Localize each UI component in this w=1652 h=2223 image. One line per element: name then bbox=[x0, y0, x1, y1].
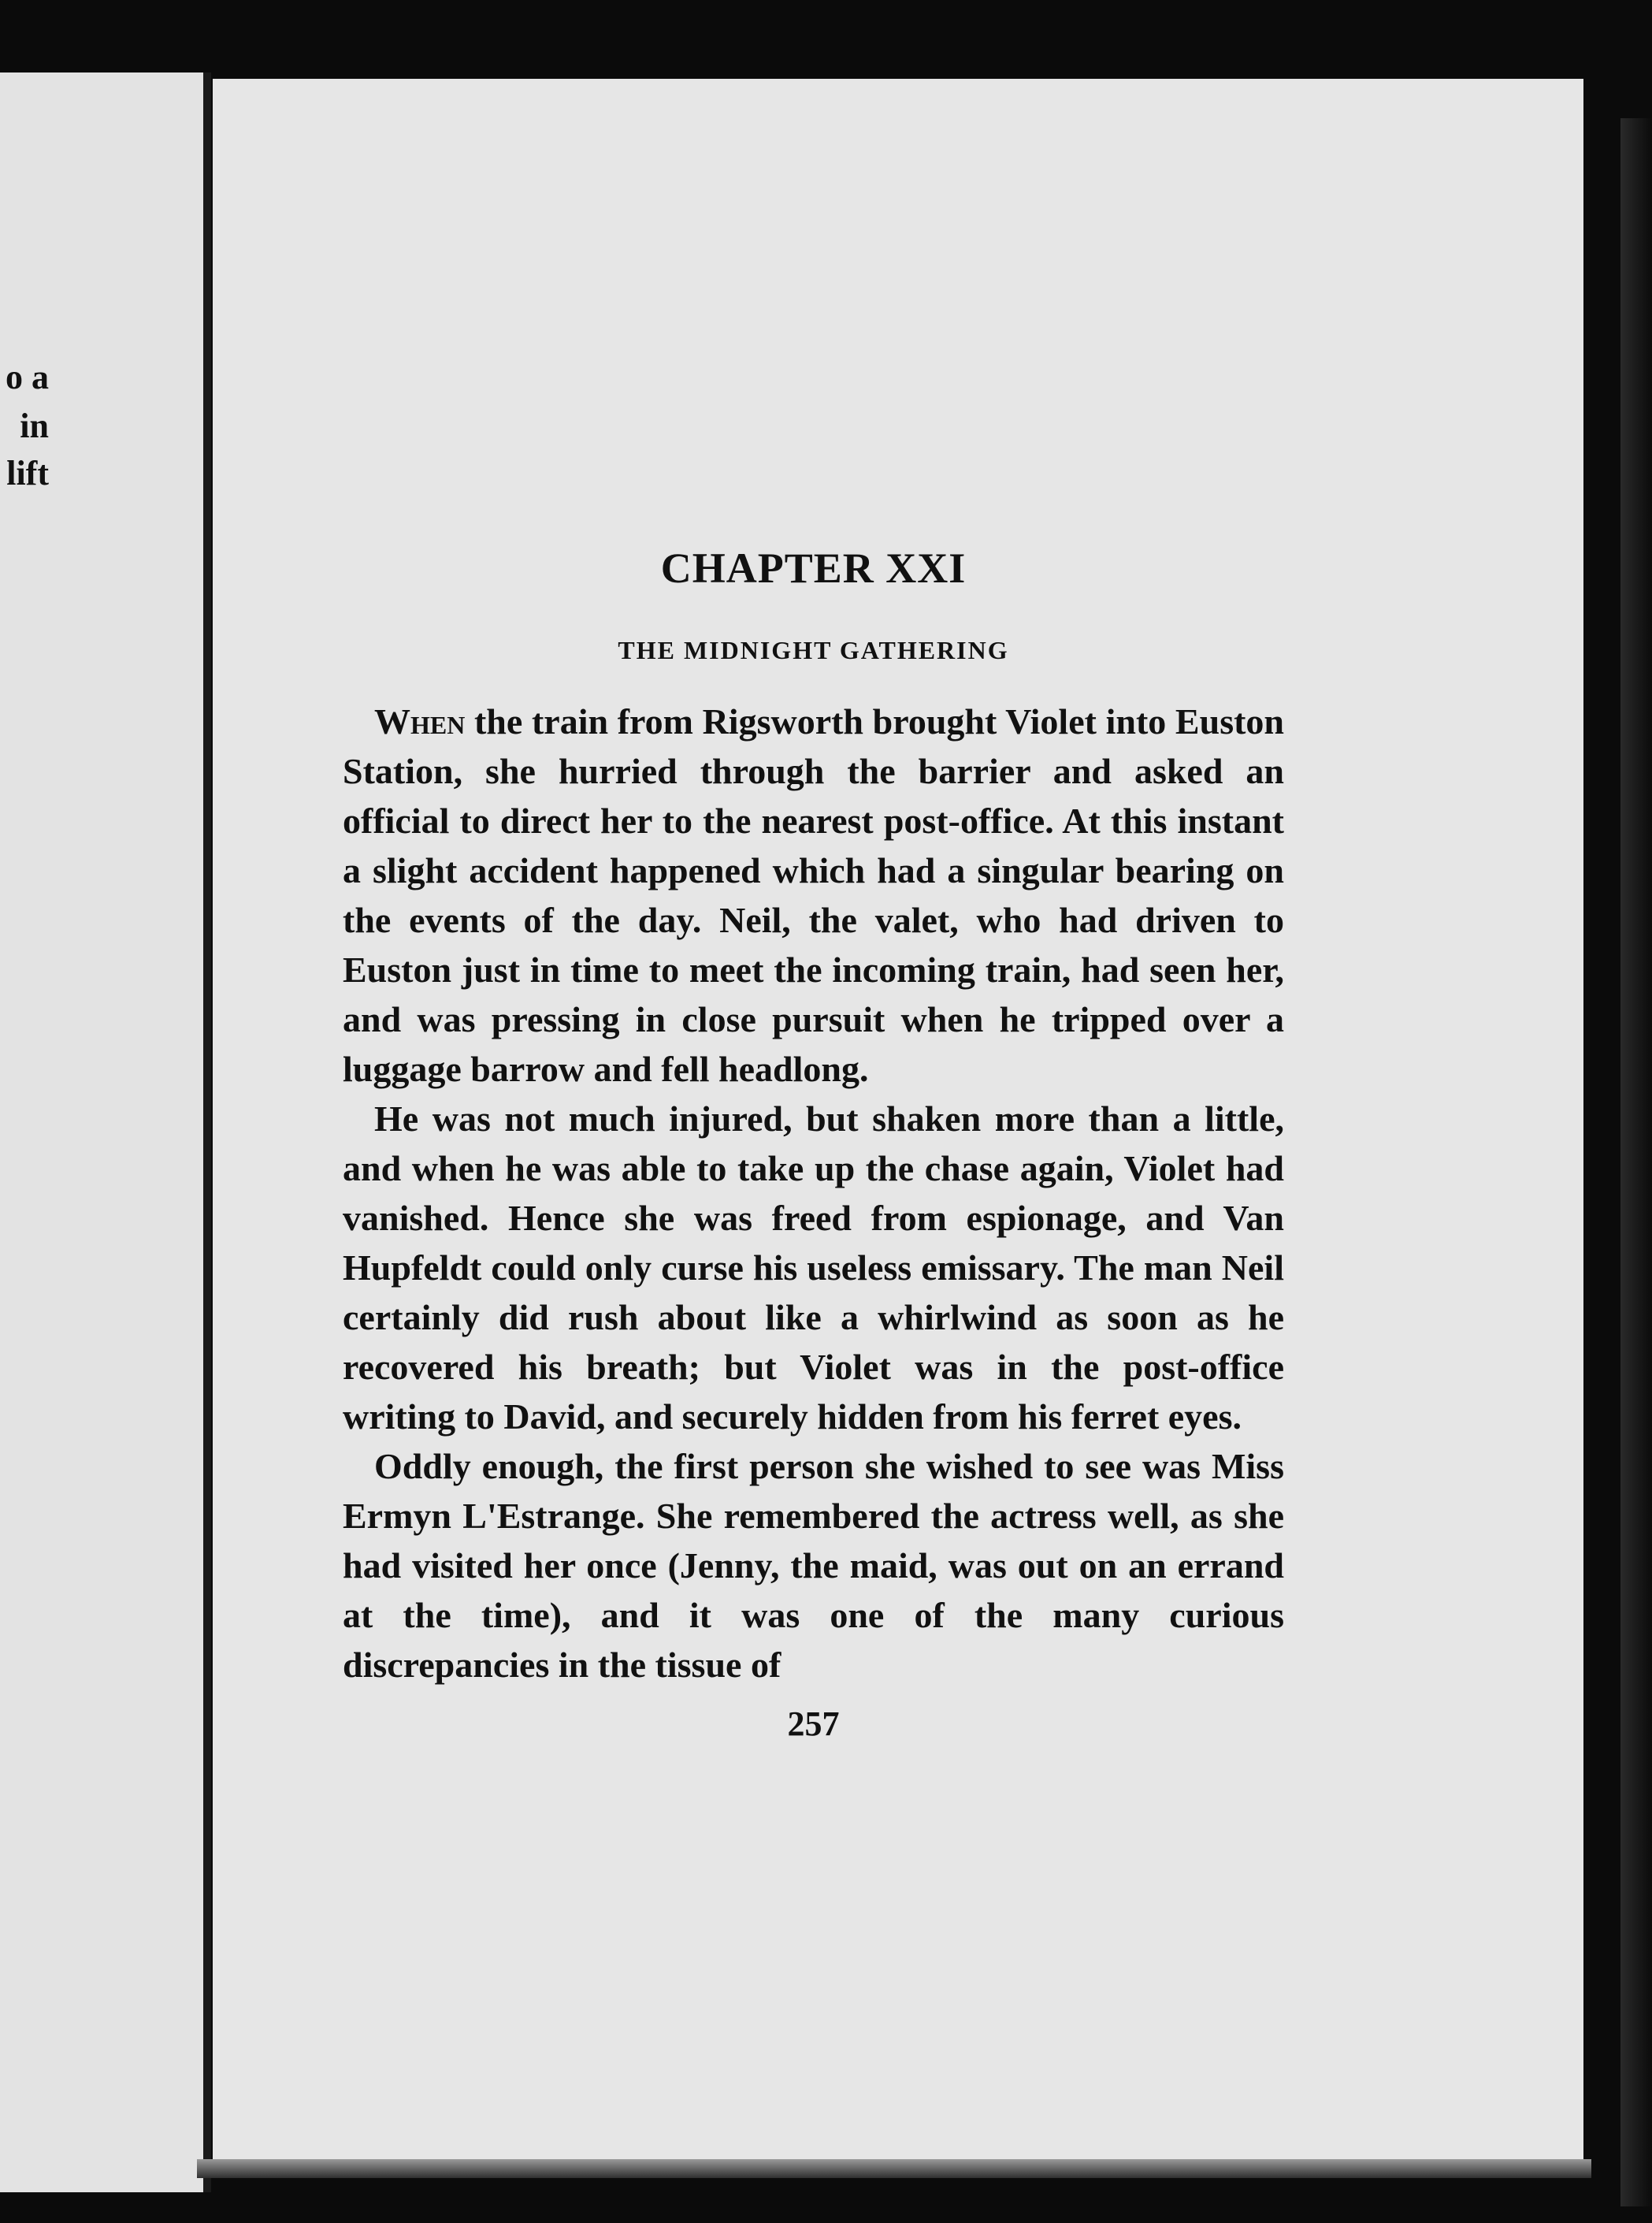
page-bottom-edge bbox=[197, 2159, 1591, 2178]
paragraph: Oddly enough, the first person she wished to see was Miss Ermyn L'Estrange. She remembered the actress well, as she had visited her once (Jenny, the maid, was out on an errand at the time), and it was one of the many curious discrepancies in the tissue of bbox=[343, 1446, 1284, 1685]
paragraph bbox=[343, 697, 1284, 1094]
left-page-text-line: o a bbox=[6, 358, 49, 396]
page-edge-shadow bbox=[1620, 118, 1652, 2206]
page-number: 257 bbox=[787, 1704, 840, 1743]
chapter-subtitle: THE MIDNIGHT GATHERING bbox=[618, 636, 1009, 664]
page-content bbox=[343, 544, 1284, 1744]
chapter-title: CHAPTER XXI bbox=[660, 545, 967, 592]
paragraph-text: the train from Rigsworth brought Violet into Euston Station, she hurried through the barrier and asked an official to direct her to the nearest post-office. At this instant a slight accident happened which had a singular bearing on the events of the day. Neil, the valet, who had driven to Euston just in time to meet the incoming train, had seen her, and was pressing in close pursuit when he tripped over a luggage barrow and fell headlong. bbox=[343, 701, 1284, 1089]
left-page-text-line: lift bbox=[6, 454, 49, 493]
left-page bbox=[0, 72, 211, 2192]
paragraph-lead-word: When bbox=[374, 701, 466, 742]
paragraph: He was not much injured, but shaken more than a little, and when he was able to take up the chase again, Violet had vanished. Hence she was freed from espionage, and Van Hupfeldt could only curse his useless emissary. The man Neil certainly did rush about like a whirlwind as soon as he recovered his breath; but Violet was in the post-office writing to David, and securely hidden from his ferret eyes. bbox=[343, 1098, 1284, 1437]
left-page-text-line: in bbox=[20, 407, 49, 445]
